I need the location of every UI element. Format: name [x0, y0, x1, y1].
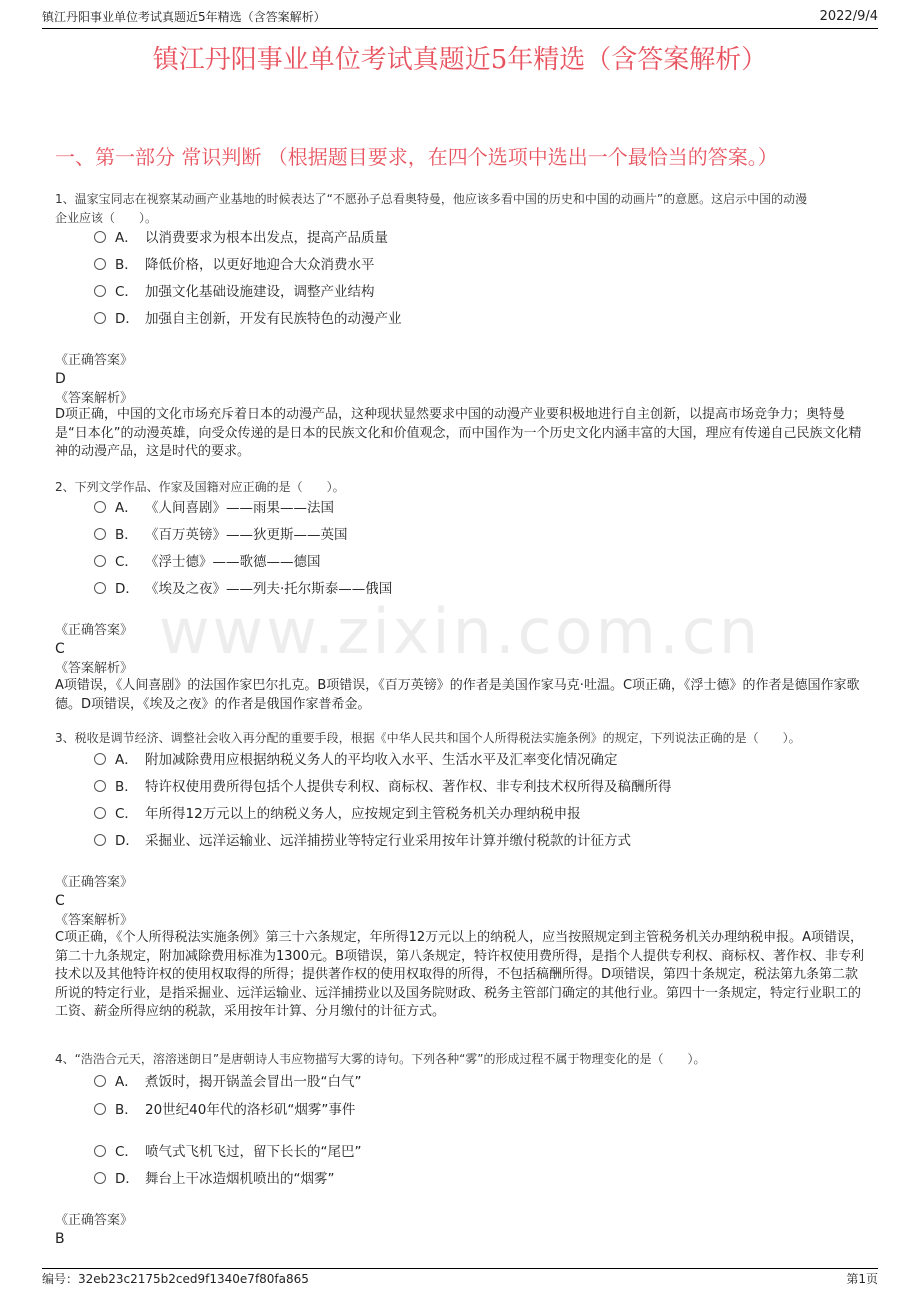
radio-icon[interactable] — [94, 285, 106, 297]
question-3-answer: C — [55, 893, 65, 909]
option-text: 《人间喜剧》——雨果——法国 — [145, 500, 334, 516]
radio-icon[interactable] — [94, 807, 106, 819]
option-text: 加强自主创新，开发有民族特色的动漫产业 — [145, 311, 402, 327]
radio-icon[interactable] — [94, 555, 106, 567]
document-title: 镇江丹阳事业单位考试真题近5年精选（含答案解析） — [152, 45, 768, 75]
option-letter: D． — [115, 311, 139, 327]
option-letter: B． — [115, 527, 138, 543]
option-text: 20世纪40年代的洛杉矶“烟雾”事件 — [145, 1102, 356, 1118]
radio-icon[interactable] — [94, 231, 106, 243]
option-letter: A． — [115, 752, 138, 768]
option-text: 煮饭时，揭开锅盖会冒出一股“白气” — [145, 1074, 362, 1090]
question-2-option-c[interactable] — [94, 551, 870, 573]
question-3-option-d[interactable] — [94, 830, 870, 852]
option-text: 加强文化基础设施建设，调整产业结构 — [145, 284, 375, 300]
page-header — [42, 6, 878, 29]
question-1-analysis-label: 《答案解析》 — [55, 391, 134, 406]
question-4-option-b[interactable] — [94, 1099, 870, 1121]
question-2-analysis-label: 《答案解析》 — [55, 661, 134, 676]
question-1-option-b[interactable] — [94, 254, 870, 276]
question-4-option-a[interactable] — [94, 1071, 870, 1093]
radio-icon[interactable] — [94, 1145, 106, 1157]
option-letter: D． — [115, 581, 139, 597]
option-letter: C． — [115, 1144, 138, 1160]
radio-icon[interactable] — [94, 312, 106, 324]
question-1-stem — [55, 190, 870, 228]
question-4-stem-line1: 4、“浩浩合元天，溶溶迷朗日”是唐朝诗人韦应物描写大雾的诗句。下列各种“雾”的形成过程不属于物理变化的是（ ）。 — [55, 1052, 706, 1066]
question-1-answer-label: 《正确答案》 — [55, 353, 134, 368]
radio-icon[interactable] — [94, 1172, 106, 1184]
watermark: www.zixin.com.cn — [158, 595, 762, 668]
radio-icon[interactable] — [94, 753, 106, 765]
question-4-answer-label: 《正确答案》 — [55, 1213, 134, 1228]
option-letter: C． — [115, 554, 138, 570]
header-date: 2022/9/4 — [819, 9, 878, 24]
option-letter: A． — [115, 230, 138, 246]
document-code: 编号：32eb23c2175b2ced9f1340e7f80fa865 — [42, 1272, 309, 1286]
option-text: 降低价格，以更好地迎合大众消费水平 — [145, 257, 375, 273]
option-letter: C． — [115, 284, 138, 300]
question-4-stem — [55, 1050, 870, 1069]
question-4-option-c[interactable] — [94, 1141, 870, 1163]
question-2-stem-line1: 2、下列文学作品、作家及国籍对应正确的是（ ）。 — [55, 480, 345, 494]
option-text: 喷气式飞机飞过，留下长长的“尾巴” — [145, 1144, 362, 1160]
question-2-option-b[interactable] — [94, 524, 870, 546]
question-4-option-d[interactable] — [94, 1168, 870, 1190]
option-letter: D． — [115, 1171, 139, 1187]
question-1-analysis: D项正确，中国的文化市场充斥着日本的动漫产品，这种现状显然要求中国的动漫产业要积极地进行自主创新，以提高市场竞争力；奥特曼是“日本化”的动漫英雄，向受众传递的是日本的民族文化和价值观念，而中国作为一个历史文化内涵丰富的大国，理应有传递自己民族文化精神的动漫产品，这是时代的要求。 — [55, 407, 862, 459]
option-letter: A． — [115, 500, 138, 516]
question-3-option-c[interactable] — [94, 803, 870, 825]
question-2-option-d[interactable] — [94, 578, 870, 600]
radio-icon[interactable] — [94, 528, 106, 540]
radio-icon[interactable] — [94, 1103, 106, 1115]
option-text: 特许权使用费所得包括个人提供专利权、商标权、著作权、非专利技术权所得及稿酬所得 — [145, 779, 672, 795]
question-1-option-a[interactable] — [94, 227, 870, 249]
question-3-analysis: C项正确，《个人所得税法实施条例》第三十六条规定，年所得12万元以上的纳税人，应当按照规定到主管税务机关办理纳税申报。A项错误，第二十九条规定，附加减除费用标准为1300元。B项错误，第八条规定，特许权使用费所得，是指个人提供专利权、商标权、著作权、非专利技术以及其他特许权的使用权取得的所得；提供著作权的使用权取得的所得，不包括稿酬所得。D项错误，第四十条规定，税法第九条第二款所说的特定行业，是指采掘业、远洋运输业、远洋捕捞业以及国务院财政、税务主管部门确定的其他行业。第四十一条规定，特定行业职工的工资、薪金所得应纳的税款，采用按年计算、分月缴付的计征方式。 — [55, 930, 865, 1019]
radio-icon[interactable] — [94, 834, 106, 846]
question-4-answer: B — [55, 1231, 65, 1247]
question-2-option-a[interactable] — [94, 497, 870, 519]
question-2-analysis: A项错误，《人间喜剧》的法国作家巴尔扎克。B项错误，《百万英镑》的作者是美国作家马克·吐温。C项正确，《浮士德》的作者是德国作家歌德。D项错误，《埃及之夜》的作者是俄国作家普希金。 — [55, 678, 860, 712]
question-1-answer: D — [55, 371, 66, 387]
radio-icon[interactable] — [94, 501, 106, 513]
option-letter: A． — [115, 1074, 138, 1090]
question-2-answer: C — [55, 641, 65, 657]
option-text: 附加减除费用应根据纳税义务人的平均收入水平、生活水平及汇率变化情况确定 — [145, 752, 618, 768]
radio-icon[interactable] — [94, 582, 106, 594]
option-letter: C． — [115, 806, 138, 822]
option-text: 《埃及之夜》——列夫·托尔斯泰——俄国 — [145, 581, 393, 597]
option-letter: B． — [115, 1102, 138, 1118]
question-2-answer-label: 《正确答案》 — [55, 623, 134, 638]
radio-icon[interactable] — [94, 780, 106, 792]
option-text: 《浮士德》——歌德——德国 — [145, 554, 321, 570]
option-text: 舞台上干冰造烟机喷出的“烟雾” — [145, 1171, 335, 1187]
radio-icon[interactable] — [94, 258, 106, 270]
question-3-analysis-label: 《答案解析》 — [55, 913, 134, 928]
question-1-option-d[interactable] — [94, 308, 870, 330]
option-text: 《百万英镑》——狄更斯——英国 — [145, 527, 348, 543]
option-letter: B． — [115, 257, 138, 273]
question-1-stem-line1: 1、温家宝同志在视察某动画产业基地的时候表达了“不愿孙子总看奥特曼，他应该多看中国的历史和中国的动画片”的意愿。这启示中国的动漫 — [55, 192, 808, 206]
option-text: 以消费要求为根本出发点，提高产品质量 — [145, 230, 388, 246]
page-number: 第1页 — [846, 1272, 878, 1286]
header-title: 镇江丹阳事业单位考试真题近5年精选（含答案解析） — [42, 10, 326, 24]
question-1-stem-line2: 企业应该（ ）。 — [55, 211, 158, 225]
question-3-option-b[interactable] — [94, 776, 870, 798]
option-letter: B． — [115, 779, 138, 795]
question-2-stem — [55, 478, 870, 497]
question-3-option-a[interactable] — [94, 749, 870, 771]
page-footer — [42, 1268, 878, 1291]
question-3-stem-line1: 3、税收是调节经济、调整社会收入再分配的重要手段，根据《中华人民共和国个人所得税法实施条例》的规定，下列说法正确的是（ ）。 — [55, 731, 801, 745]
option-letter: D． — [115, 833, 139, 849]
section-heading: 一、第一部分 常识判断 （根据题目要求，在四个选项中选出一个最恰当的答案。） — [55, 145, 778, 169]
question-1-option-c[interactable] — [94, 281, 870, 303]
option-text: 采掘业、远洋运输业、远洋捕捞业等特定行业采用按年计算并缴付税款的计征方式 — [145, 833, 631, 849]
question-3-answer-label: 《正确答案》 — [55, 875, 134, 890]
option-text: 年所得12万元以上的纳税义务人，应按规定到主管税务机关办理纳税申报 — [145, 806, 581, 822]
question-3-stem — [55, 729, 870, 748]
radio-icon[interactable] — [94, 1075, 106, 1087]
